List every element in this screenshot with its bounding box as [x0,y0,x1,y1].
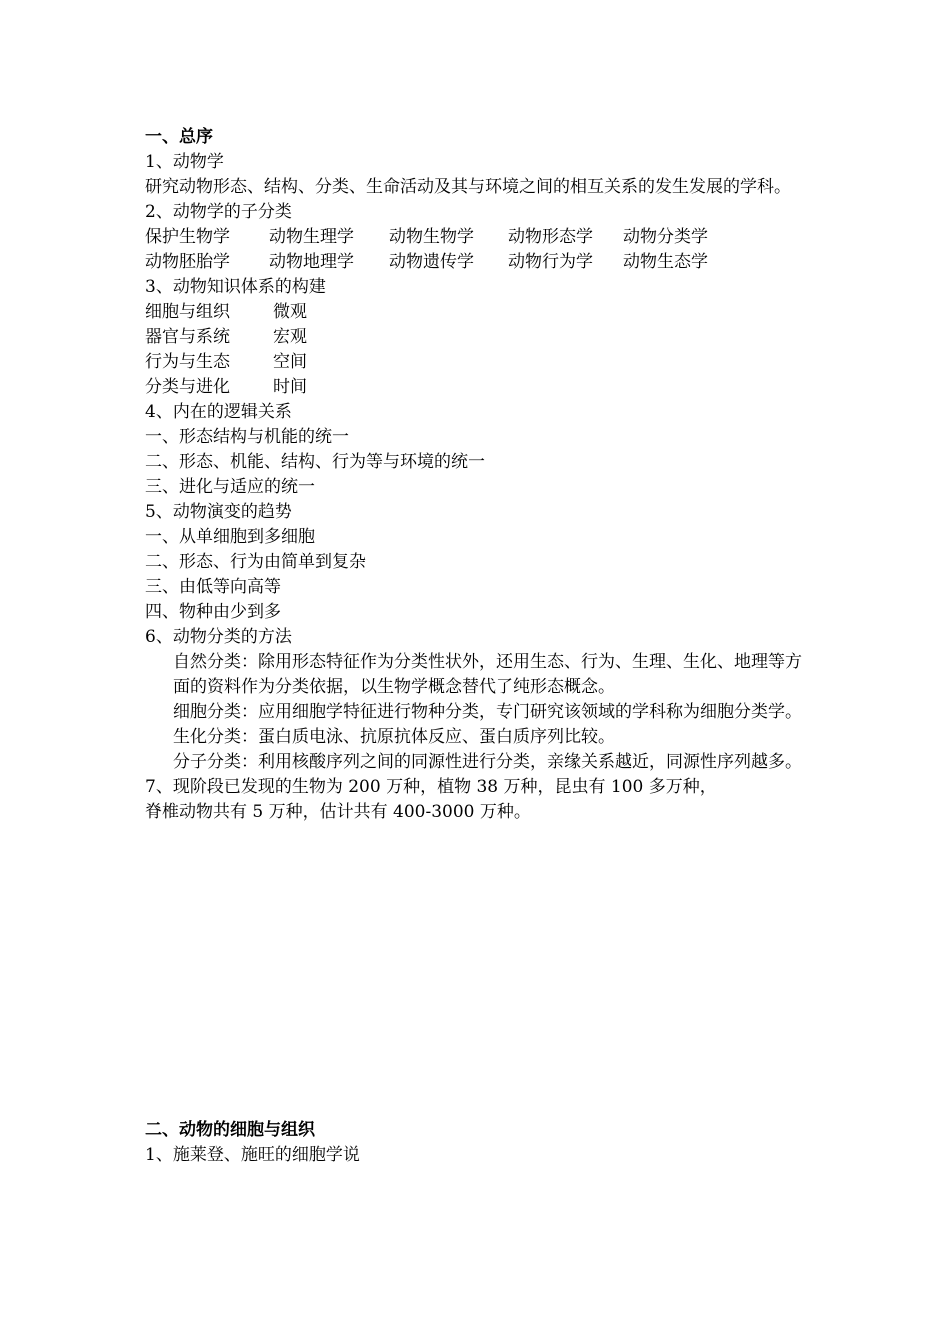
subsection-title-cell-theory: 1、施莱登、施旺的细胞学说 [145,1145,360,1165]
method-paragraph: 自然分类：除用形态特征作为分类性状外，还用生态、行为、生理、生化、地理等方面的资料作为分类依据，以生物学概念替代了纯形态概念。 [173,652,802,697]
knowledge-scale: 微观 [273,302,307,322]
species-count-line-1: 7、现阶段已发现的生物为 200 万种，植物 38 万种，昆虫有 100 多万种， [145,777,717,797]
blank-space [145,825,810,1118]
knowledge-topic: 行为与生态 [145,352,230,372]
section-heading-general: 一、总序 [145,127,213,147]
knowledge-topic: 细胞与组织 [145,302,230,322]
list-item: 二、形态、行为由简单到复杂 [145,552,366,572]
method-paragraph: 生化分类：蛋白质电泳、抗原抗体反应、蛋白质序列比较。 [173,727,615,747]
definition-paragraph: 研究动物形态、结构、分类、生命活动及其与环境之间的相互关系的发生发展的学科。 [145,177,791,197]
knowledge-scale: 时间 [273,377,307,397]
subsection-title-subfields: 2、动物学的子分类 [145,202,292,222]
section-heading-cells-tissues: 二、动物的细胞与组织 [145,1120,315,1140]
knowledge-scale: 宏观 [273,327,307,347]
subfield-item: 动物生态学 [623,252,708,272]
subfield-item: 保护生物学 [145,227,230,247]
list-item: 四、物种由少到多 [145,602,281,622]
list-item: 一、从单细胞到多细胞 [145,527,315,547]
list-item: 三、进化与适应的统一 [145,477,315,497]
subfield-item: 动物生理学 [269,227,354,247]
knowledge-pair [145,375,810,400]
knowledge-topic: 分类与进化 [145,377,230,397]
species-count-line-2: 脊椎动物共有 5 万种，估计共有 400-3000 万种。 [145,802,531,822]
subfields-row-1 [145,225,810,250]
subsection-title-evolution-trend: 5、动物演变的趋势 [145,502,292,522]
knowledge-pair [145,350,810,375]
subfield-item: 动物胚胎学 [145,252,230,272]
subfield-item: 动物地理学 [269,252,354,272]
knowledge-topic: 器官与系统 [145,327,230,347]
subfield-item: 动物生物学 [389,227,474,247]
list-item: 二、形态、机能、结构、行为等与环境的统一 [145,452,485,472]
knowledge-pair [145,300,810,325]
subsection-title-knowledge-system: 3、动物知识体系的构建 [145,277,326,297]
method-paragraph: 分子分类：利用核酸序列之间的同源性进行分类，亲缘关系越近，同源性序列越多。 [173,752,802,772]
subsection-title-zoology: 1、动物学 [145,152,224,172]
list-item: 一、形态结构与机能的统一 [145,427,349,447]
method-paragraph: 细胞分类：应用细胞学特征进行物种分类，专门研究该领域的学科称为细胞分类学。 [173,702,802,722]
document-page [145,125,810,1168]
subfield-item: 动物形态学 [508,227,593,247]
subsection-title-classification-methods: 6、动物分类的方法 [145,627,292,647]
list-item: 三、由低等向高等 [145,577,281,597]
subsection-title-logic: 4、内在的逻辑关系 [145,402,292,422]
knowledge-pair [145,325,810,350]
subfield-item: 动物行为学 [508,252,593,272]
subfield-item: 动物分类学 [623,227,708,247]
knowledge-scale: 空间 [273,352,307,372]
subfields-row-2 [145,250,810,275]
subfield-item: 动物遗传学 [389,252,474,272]
